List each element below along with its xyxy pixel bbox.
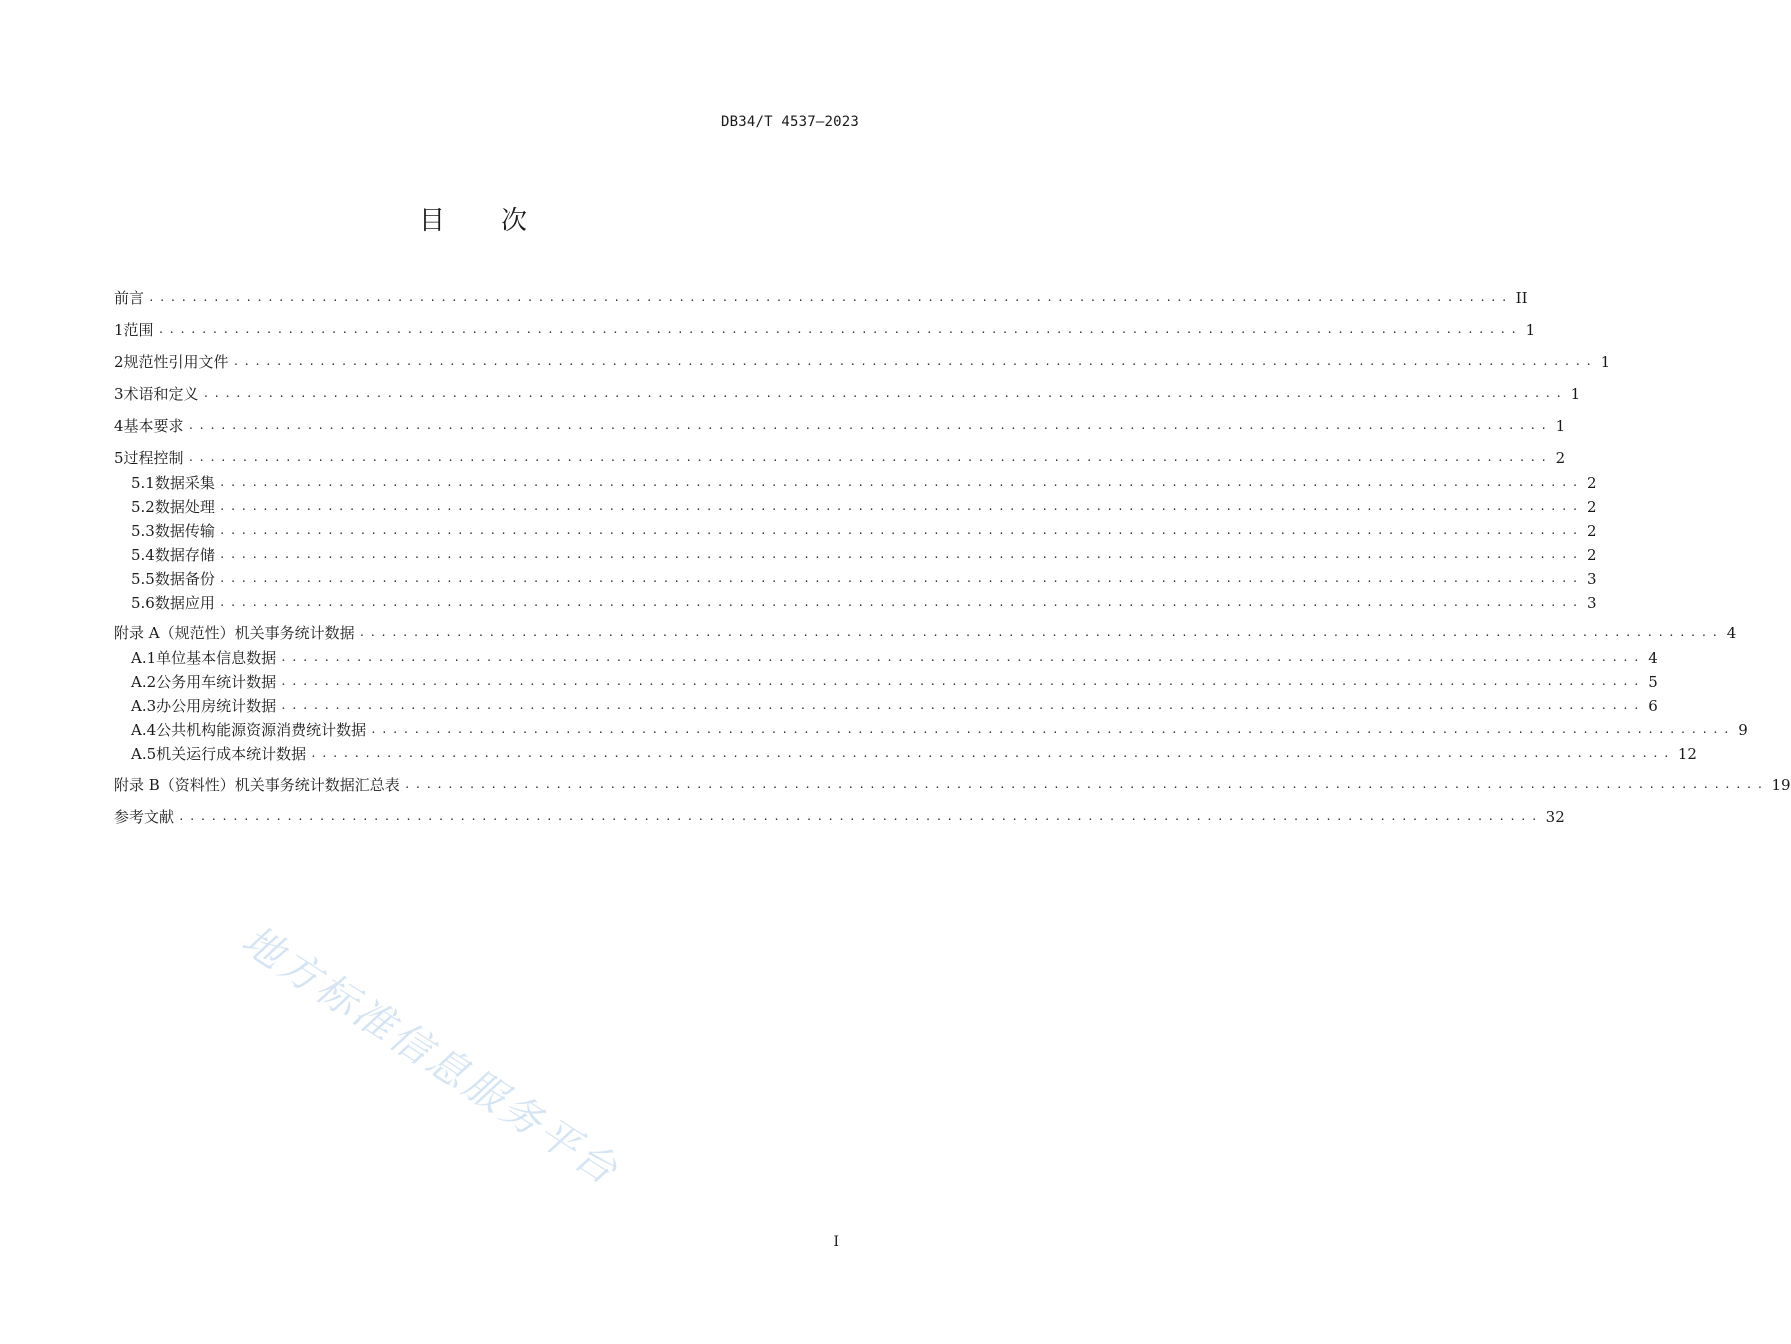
toc-leader: .............................................................................................................................. — [178, 810, 1542, 823]
toc-entry-number: 附录 A（规范性） — [114, 624, 235, 642]
toc-entry-label: 基本要求 — [123, 417, 184, 435]
toc-entry-label: 前言 — [114, 289, 145, 307]
toc-leader: .............................................................................................................................. — [218, 500, 1583, 513]
toc-title-left: 目 — [418, 206, 449, 236]
toc-leader: .............................................................................................................................. — [187, 419, 1552, 432]
toc-entry-page: 1 — [1525, 321, 1536, 339]
toc-entry-page: 9 — [1738, 721, 1748, 739]
toc-leader: .............................................................................................................................. — [148, 291, 1512, 304]
toc-entry-appendix-a[interactable] — [114, 622, 1737, 644]
toc-entry-foreword[interactable] — [114, 287, 1528, 309]
toc-leader: .............................................................................................................................. — [202, 387, 1567, 400]
document-code: DB34/T 4537—2023 — [720, 114, 859, 130]
toc-leader: .............................................................................................................................. — [280, 675, 1644, 688]
toc-entry-label: 公务用车统计数据 — [156, 673, 277, 691]
toc-entry-5-1[interactable] — [131, 472, 1597, 494]
toc-entry-number: A.4 — [131, 721, 157, 739]
toc-entry-number: A.5 — [131, 745, 157, 763]
toc-entry-label: 机关事务统计数据汇总表 — [234, 776, 400, 794]
toc-entry-a-2[interactable] — [131, 671, 1658, 693]
toc-entry-label: 单位基本信息数据 — [156, 649, 277, 667]
toc-entry-appendix-b[interactable] — [114, 774, 1791, 796]
toc-entry-number: 5.6 — [131, 594, 155, 612]
toc-entry-label: 范围 — [123, 321, 154, 339]
toc-entry-label: 规范性引用文件 — [123, 353, 229, 371]
toc-entry-label: 过程控制 — [123, 449, 184, 467]
toc-entry-5-4[interactable] — [131, 544, 1597, 566]
toc-entry-page: 2 — [1586, 522, 1597, 540]
toc-entry-label: 数据处理 — [154, 498, 215, 516]
toc-leader: .............................................................................................................................. — [280, 651, 1644, 664]
toc-leader: .............................................................................................................................. — [218, 548, 1583, 561]
toc-entry-label: 数据备份 — [154, 570, 215, 588]
toc-title — [0, 200, 950, 237]
toc-leader: .............................................................................................................................. — [157, 323, 1522, 336]
toc-entry-page: 1 — [1600, 353, 1611, 371]
toc-entry-page: 2 — [1586, 546, 1597, 564]
toc-entry-number: 4 — [114, 417, 124, 435]
toc-entry-page: 1 — [1570, 385, 1581, 403]
toc-entry-page: 1 — [1555, 417, 1566, 435]
toc-entry-label: 数据传输 — [154, 522, 215, 540]
toc-entry-page: 4 — [1726, 624, 1737, 642]
toc-entry-5-6[interactable] — [131, 592, 1597, 614]
toc-entry-3[interactable] — [114, 383, 1581, 405]
toc-entry-label: 参考文献 — [114, 808, 175, 826]
toc-leader: .............................................................................................................................. — [358, 626, 1723, 639]
toc-entry-number: 5.2 — [131, 498, 155, 516]
toc-entry-references[interactable] — [114, 806, 1565, 828]
toc-entry-5-3[interactable] — [131, 520, 1597, 542]
toc-leader: .............................................................................................................................. — [370, 723, 1734, 736]
toc-leader: .............................................................................................................................. — [218, 572, 1583, 585]
toc-entry-1[interactable] — [114, 319, 1536, 341]
toc-entry-5[interactable] — [114, 447, 1566, 469]
toc-entry-number: A.3 — [131, 697, 157, 715]
toc-entry-page: 2 — [1586, 474, 1597, 492]
toc-entry-a-1[interactable] — [131, 647, 1658, 669]
toc-leader: .............................................................................................................................. — [310, 747, 1674, 760]
toc-entry-page: 3 — [1586, 570, 1597, 588]
toc-entry-a-4[interactable] — [131, 719, 1748, 741]
toc-entry-label: 办公用房统计数据 — [156, 697, 277, 715]
toc-entry-number: 5.5 — [131, 570, 155, 588]
toc-leader: .............................................................................................................................. — [403, 778, 1768, 791]
toc-leader: .............................................................................................................................. — [218, 524, 1583, 537]
toc-entry-number: A.2 — [131, 673, 157, 691]
toc-entry-label: 公共机构能源资源消费统计数据 — [156, 721, 367, 739]
toc-entry-label: 数据存储 — [154, 546, 215, 564]
toc-entry-page: 2 — [1586, 498, 1597, 516]
toc-entry-label: 机关事务统计数据 — [234, 624, 355, 642]
toc-leader: .............................................................................................................................. — [187, 451, 1552, 464]
toc-leader: .............................................................................................................................. — [280, 699, 1644, 712]
toc-entry-number: 5.3 — [131, 522, 155, 540]
toc-entry-number: 5 — [114, 449, 124, 467]
toc-entry-label: 术语和定义 — [123, 385, 199, 403]
toc-entry-number: 1 — [114, 321, 124, 339]
toc-entry-label: 数据应用 — [154, 594, 215, 612]
page-number: I — [833, 1234, 839, 1250]
toc-entry-number: 3 — [114, 385, 124, 403]
toc-entry-number: 5.1 — [131, 474, 155, 492]
toc-entry-page: 6 — [1648, 697, 1658, 715]
toc-title-right: 次 — [501, 206, 532, 236]
toc-entry-label: 机关运行成本统计数据 — [156, 745, 307, 763]
watermark-text: 地方标准信息服务平台 — [233, 917, 628, 1196]
toc-entry-page: 3 — [1586, 594, 1597, 612]
toc-entry-4[interactable] — [114, 415, 1566, 437]
toc-leader: .............................................................................................................................. — [218, 596, 1583, 609]
toc-entry-a-3[interactable] — [131, 695, 1658, 717]
toc-entry-number: A.1 — [131, 649, 157, 667]
toc-entry-page: 2 — [1555, 449, 1566, 467]
toc-entry-number: 5.4 — [131, 546, 155, 564]
toc-leader: .............................................................................................................................. — [232, 355, 1597, 368]
toc-entry-5-2[interactable] — [131, 496, 1597, 518]
toc-entry-page: 4 — [1648, 649, 1658, 667]
toc-entry-page: 19 — [1771, 776, 1791, 794]
toc-entry-page: II — [1515, 289, 1528, 307]
toc-entry-number: 2 — [114, 353, 124, 371]
toc-entry-label: 数据采集 — [154, 474, 215, 492]
toc-leader: .............................................................................................................................. — [218, 476, 1583, 489]
toc-entry-a-5[interactable] — [131, 743, 1697, 765]
toc-entry-page: 32 — [1545, 808, 1565, 826]
toc-entry-2[interactable] — [114, 351, 1611, 373]
toc-entry-5-5[interactable] — [131, 568, 1597, 590]
toc-entry-number: 附录 B（资料性） — [114, 776, 235, 794]
toc-entry-page: 12 — [1677, 745, 1697, 763]
toc-entry-page: 5 — [1648, 673, 1658, 691]
